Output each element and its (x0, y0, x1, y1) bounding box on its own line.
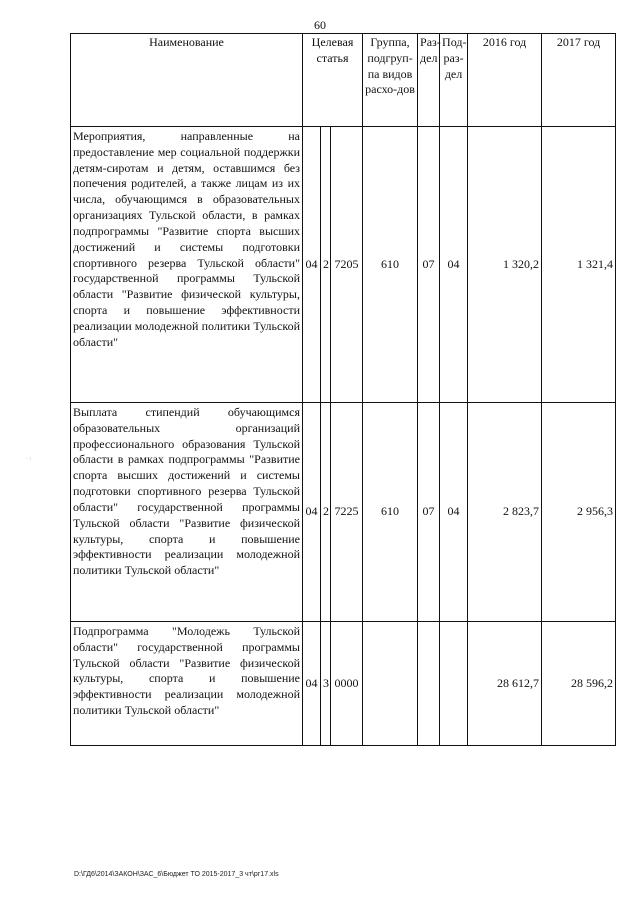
table-row (71, 622, 616, 746)
page-number: 60 (314, 18, 326, 32)
section: 07 (418, 127, 440, 403)
header-section: Раз-дел (418, 34, 440, 127)
subsection (440, 622, 468, 746)
subsection: 04 (440, 127, 468, 403)
header-subsection: Под-раз-дел (440, 34, 468, 127)
target-code-direction: 7225 (331, 403, 363, 622)
value-2016: 1 320,2 (468, 127, 542, 403)
value-2017: 2 956,3 (542, 403, 616, 622)
row-name: Выплата стипендий обучающимся образовательных организаций профессионального образования Тульской области в рамках подпрограммы "Развитие спорта высших достижений и системы подготовки спортивного резерва Тульской области" государственной программы Тульской области "Развитие физической культуры, спорта и повышение эффективности реализации молодежной политики Тульской области" (71, 403, 303, 622)
expense-group (363, 622, 418, 746)
margin-mark: · : (26, 456, 32, 462)
target-code-program: 04 (303, 127, 321, 403)
value-2016: 28 612,7 (468, 622, 542, 746)
value-2016: 2 823,7 (468, 403, 542, 622)
header-year-2017: 2017 год (542, 34, 616, 127)
target-code-subprogram: 3 (321, 622, 331, 746)
row-name: Мероприятия, направленные на предоставление мер социальной поддержки детям-сиротам и детям, оставшимся без попечения родителей, а также лицам из их числа, обучающимся в образовательных организациях Тульской области, в рамках подпрограммы "Развитие спорта высших достижений и системы подготовки спортивного резерва Тульской области" государственной программы Тульской области "Развитие физической культуры, спорта и повышение эффективности реализации молодежной политики Тульской области" (71, 127, 303, 403)
budget-table (70, 33, 616, 746)
header-target-article: Целевая статья (303, 34, 363, 127)
target-code-program: 04 (303, 622, 321, 746)
value-2017: 28 596,2 (542, 622, 616, 746)
subsection: 04 (440, 403, 468, 622)
target-code-direction: 7205 (331, 127, 363, 403)
target-code-program: 04 (303, 403, 321, 622)
row-name: Подпрограмма "Молодежь Тульской области" государственной программы Тульской области "Развитие физической культуры, спорта и повышение эффективности реализации молодежной политики Тульской области" (71, 622, 303, 746)
header-name: Наименование (71, 34, 303, 127)
footer-file-path: D:\ГД6\2014\ЗАКОН\ЗАС_6\Бюджет ТО 2015-2017_3 чт\рг17.xls (74, 871, 279, 878)
header-expense-group: Группа, подгруп-па видов расхо-дов (363, 34, 418, 127)
expense-group: 610 (363, 403, 418, 622)
target-code-direction: 0000 (331, 622, 363, 746)
header-year-2016: 2016 год (468, 34, 542, 127)
section: 07 (418, 403, 440, 622)
target-code-subprogram: 2 (321, 403, 331, 622)
value-2017: 1 321,4 (542, 127, 616, 403)
table-row (71, 403, 616, 622)
section (418, 622, 440, 746)
table-header-row (71, 34, 616, 127)
target-code-subprogram: 2 (321, 127, 331, 403)
table-row (71, 127, 616, 403)
expense-group: 610 (363, 127, 418, 403)
